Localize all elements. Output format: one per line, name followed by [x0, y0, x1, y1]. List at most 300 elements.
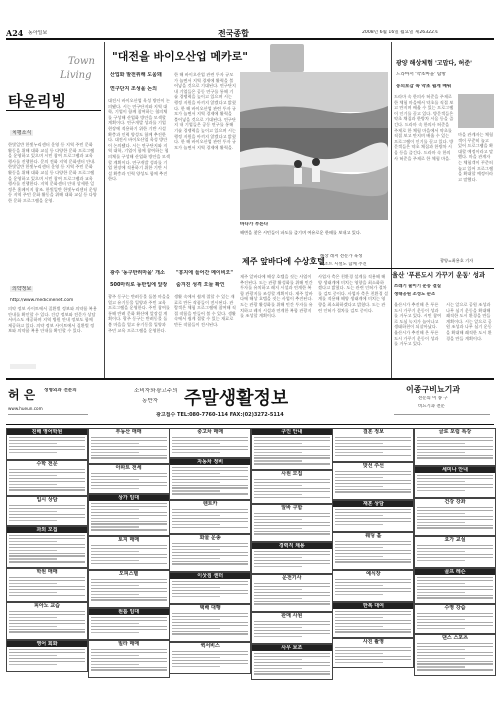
classified-ad-text-line	[254, 560, 330, 561]
classified-ad-text-line	[254, 601, 330, 602]
classified-ad-text-line	[9, 623, 85, 624]
classified-ad-text-line	[254, 491, 330, 492]
classified-ad-text-line	[9, 580, 85, 581]
date-line: 2008년 6월 16일 월요일 제26322호	[362, 30, 439, 35]
col1-sub-b: 연구단지 조성을 논의	[110, 86, 157, 92]
classified-ad-text-line	[172, 616, 248, 617]
classified-ad	[414, 604, 496, 634]
classified-ad-title: 글로 포럼 특강	[438, 429, 472, 435]
classified-ad-text-line	[91, 599, 167, 600]
jeju-deck-b: 리조트 시설도 함께 추진	[320, 262, 367, 267]
section-title: 전국종합	[218, 29, 249, 38]
classified-ad-text-line	[417, 487, 493, 488]
jeju-body-a: 제주 앞바다에 해상 호텔을 짓는 사업이 추진된다. 도는 관광 활성화를 위해 민간 투자를 유치하고 레저 시설과 연계한 복합 관광지를 조성할 계획이다. 제주 앞바다에 해상 호텔을 짓는 사업이 추진된다. 도는 관광 활성화를 위해 민간 투자를 유치하고 레저 시설과 연계한 복합 관광지를 조성할 계획이다.	[240, 274, 313, 319]
classified-ad-text-line	[172, 518, 248, 519]
right-photo	[458, 94, 494, 128]
classified-ad-text-line	[172, 515, 220, 516]
classified-ad-text-line	[91, 440, 167, 441]
classified-ad	[414, 428, 496, 466]
classified-ad-text-line	[9, 649, 85, 650]
classified-ad-text-line	[91, 545, 167, 546]
classified-ad-text-line	[91, 523, 167, 524]
classified-ad-text-line	[254, 446, 330, 447]
classified-ad-title: 빌라 매매	[118, 641, 140, 647]
classified-ad-text-line	[417, 527, 493, 528]
classified-ad-title: 수학 전문	[36, 461, 58, 467]
classified-ad	[169, 572, 251, 604]
town-living-rule	[6, 110, 101, 111]
classified-ad-text-line	[417, 622, 493, 623]
classified-ad-title: 오피스텔	[118, 571, 139, 577]
classified-ad-text-line	[9, 544, 85, 545]
classified-ad-title: 수영 강습	[444, 605, 466, 611]
classified-ad-text-line	[172, 660, 248, 661]
classified-ad-text-line	[172, 631, 248, 632]
classified-ad-text-line	[417, 484, 493, 485]
paper-name: 동아일보	[28, 30, 48, 36]
ulsan-deck-a: 쓰레기 줄이기 운동 결실	[394, 284, 442, 289]
classified-ad-text-line	[254, 437, 330, 438]
classified-ad-text-line	[9, 478, 85, 479]
ulsan-body-b: 시는 앞으로 공원 조성과 나무 심기 운동을 확대해 쾌적한 도시 환경을 만들 계획이다. 시는 앞으로 공원 조성과 나무 심기 운동을 확대해 쾌적한 도시 환경을 만들 계획이다.	[446, 302, 492, 341]
classified-ad-text-line	[254, 440, 330, 441]
col2-body-b: 생활 속에서 쉽게 접할 수 있는 재료로 만든 작품들이 전시된다. 관람객은 체험 프로그램에 참여해 직접 작품을 만들어 볼 수 있다. 생활 속에서 쉽게 접할 수 있는 재료로 만든 작품들이 전시된다.	[174, 294, 236, 327]
classified-ad-text-line	[254, 566, 302, 567]
classified-ad-text-line	[91, 506, 167, 507]
classified-ad-text-line	[9, 511, 57, 512]
classified-ad-text-line	[9, 514, 85, 515]
town-body-2: 의약 정보 사이트에서 질환별 정보와 의약품 복용 안내를 확인할 수 있다. 건강 정보와 전문가 상담 서비스도 제공하며 지역 병원 안내 정보도 함께 제공하고 있다. 의약 정보 사이트에서 질환별 정보와 의약품 복용 안내를 확인할 수 있다.	[8, 306, 97, 334]
town-body-1: 한빛일반 한빛누리센터 운영 등 지역 주민 문화 활동을 위해 대화 교실 등 다양한 문화 프로그램을 운영하고 있으며 시민 참여 프로그램과 교육 행사를 진행한다. 문의 전화 지역 문화센터 안내. 한빛일반 한빛누리센터 운영 등 지역 주민 문화 활동을 위해 대화 교실 등 다양한 문화 프로그램을 운영하고 있으며 시민 참여 프로그램과 교육 행사를 진행한다. 지역 문화센터 안내 상세한 일정은 홈페이지 참조. 한빛일반 한빛누리센터 운영 등 지역 주민 문화 활동을 위해 대화 교실 등 다양한 문화 프로그램을 운영.	[8, 142, 97, 203]
classified-ad	[332, 428, 414, 462]
classified-ad	[88, 640, 170, 678]
classified-ad-text-line	[172, 449, 248, 450]
classified-ad	[414, 498, 496, 536]
classified-ad-title: 이삿짐 센터	[170, 573, 250, 579]
classified-ad-text-line	[417, 583, 465, 584]
classified-ad-text-line	[254, 621, 330, 622]
classified-ad-text-line	[254, 463, 330, 464]
classified-ad-text-line	[254, 595, 330, 596]
classified-ad-text-line	[335, 614, 411, 615]
classified-ad-text-line	[417, 616, 493, 617]
classified-ad-text-line	[9, 440, 85, 441]
ulsan-deck-b: 생태공원 조성도 순조	[394, 292, 436, 297]
classified-ad-text-line	[91, 667, 167, 668]
classified-ad-text-line	[91, 626, 167, 627]
classified-ad-text-line	[335, 591, 411, 592]
classified-ad-text-line	[254, 636, 302, 637]
classified-ad-title: 결혼 정보	[362, 429, 384, 435]
classified-ad	[88, 494, 170, 536]
classified-ad-text-line	[91, 457, 167, 458]
classified-ad-title: 과외 모집	[7, 527, 87, 533]
classified-ad-title: 댄스 스포츠	[442, 635, 468, 641]
classified-ad-text-line	[9, 437, 85, 438]
classified-ad-title: 영어 회화	[7, 641, 87, 647]
classified-ad-title: 건강 강좌	[444, 499, 466, 505]
classified-ad-text-line	[417, 519, 493, 520]
classified-ad-text-line	[417, 643, 493, 644]
classified-ad-text-line	[91, 585, 139, 586]
classified-ad-text-line	[9, 614, 85, 615]
right-deck: 동의보감 속 약초 쉽게 배워	[396, 84, 452, 89]
classified-ad-text-line	[9, 617, 57, 618]
classified-ad-text-line	[91, 476, 167, 477]
classified-ad-text-line	[91, 488, 139, 489]
classified-ad-text-line	[254, 479, 330, 480]
classified-ad	[251, 504, 333, 542]
classified-ad-text-line	[9, 550, 57, 551]
classified-ad	[332, 462, 414, 500]
ad-left-title: 허 은	[8, 388, 36, 402]
classified-ad-text-line	[417, 507, 493, 508]
classified-ad-text-line	[254, 659, 302, 660]
classified-ad-text-line	[335, 480, 411, 481]
classified-ad-text-line	[172, 543, 248, 544]
classified-ad-title: 학원 매매	[36, 569, 58, 575]
classified-ad	[169, 604, 251, 642]
classified-ad-text-line	[172, 633, 248, 634]
classified-ad-text-line	[335, 653, 383, 654]
classified-ad-text-line	[91, 664, 139, 665]
classified-ad-text-line	[417, 452, 465, 453]
classified-ad-text-line	[254, 627, 302, 628]
classified-ad-text-line	[417, 554, 493, 555]
beach-photo	[240, 72, 388, 220]
classified-ad-text-line	[417, 478, 493, 479]
classified-ad-text-line	[9, 558, 57, 559]
classified-ad-text-line	[417, 663, 493, 664]
classified-ad-text-line	[91, 512, 167, 513]
classified-ad-text-line	[9, 505, 85, 506]
classified-ad-text-line	[335, 594, 383, 595]
classified-ad-text-line	[254, 633, 330, 634]
classified-ad-text-line	[91, 597, 167, 598]
col1-sub-d: 500마리로 동반입에 앞장	[110, 282, 168, 288]
classified-ad-text-line	[335, 559, 411, 560]
classified-ad-text-line	[91, 617, 167, 618]
classified-ad-text-line	[335, 486, 383, 487]
classified-ad-text-line	[335, 547, 383, 548]
jeju-headline: 제주 앞바다에 수상호텔	[242, 257, 325, 266]
classified-ad-text-line	[417, 619, 465, 620]
classified-ad-text-line	[335, 437, 411, 438]
classified-ad-text-line	[254, 482, 330, 483]
ad-center-small-b: 광고주의	[156, 388, 178, 394]
classified-ad-text-line	[417, 513, 465, 514]
classified-ad	[169, 500, 251, 534]
classified-ad-title: 택배 대행	[199, 605, 221, 611]
classified-ad-text-line	[417, 522, 465, 523]
ad-left-line	[8, 414, 88, 415]
classified-ad-text-line	[335, 489, 411, 490]
ad-top-rule	[6, 378, 494, 380]
classified-ad-text-line	[417, 628, 465, 629]
classified-ad-text-line	[254, 460, 302, 461]
classified-ad-text-line	[335, 452, 383, 453]
classified-ad-text-line	[417, 577, 493, 578]
classified-ad	[6, 640, 88, 672]
classified-ad-title: 재혼 상담	[333, 501, 413, 507]
classified-ad-text-line	[9, 541, 57, 542]
classified-ad-text-line	[254, 630, 330, 631]
classified-ad-title: 구인 안내	[252, 429, 332, 435]
living-label: Living	[60, 70, 92, 81]
classified-ad-text-line	[254, 485, 302, 486]
classified-ad-title: 상가 임대	[89, 495, 169, 501]
classified-ad-text-line	[417, 589, 493, 590]
classified-ad-text-line	[335, 524, 383, 525]
classified-ad-text-line	[172, 527, 248, 528]
classified-ad	[251, 428, 333, 470]
classified-ad-text-line	[335, 483, 411, 484]
right-body-b: 마을 관계자는 체험객이 꾸준히 늘고 있어 프로그램을 확대할 예정이라고 말했다. 마을 관계자는 체험객이 꾸준히 늘고 있어 프로그램을 확대할 예정이라고 말했다.	[458, 132, 494, 182]
classified-ad	[332, 638, 414, 668]
classified-ad-text-line	[335, 521, 411, 522]
classified-ad	[251, 574, 333, 612]
classified-ad-text-line	[417, 595, 493, 596]
classified-ad-text-line	[335, 561, 411, 562]
classified-ad-title: 요가 교실	[444, 537, 466, 543]
classified-ad-text-line	[417, 475, 493, 476]
col1-body-a: 대전시 바이오산업 육성 방안이 논의됐다. 시는 연구단지와 지역 대학, 기업이 함께 참여하는 협의체를 구성해 산업화 방안을 모색할 계획이다. 연구개발 성과를 기업 현장에 적용하기 위한 기반 시설 확충과 인력 양성도 함께 추진한다. 대전시 바이오산업 육성 방안이 논의됐다. 시는 연구단지와 지역 대학, 기업이 함께 참여하는 협의체를 구성해 산업화 방안을 모색할 계획이다. 연구개발 성과를 기업 현장에 적용하기 위한 기반 시설 확충과 인력 양성도 함께 추진한다.	[108, 98, 170, 182]
classified-ad-text-line	[335, 620, 411, 621]
classified-ad-title: 한복 대여	[333, 603, 413, 609]
classified-ad-text-line	[172, 584, 248, 585]
classified-ad-text-line	[254, 598, 302, 599]
classified-ad-text-line	[417, 669, 493, 670]
classified-ad-text-line	[91, 521, 167, 522]
classified-ad-text-line	[254, 624, 330, 625]
classified-ad-text-line	[172, 479, 248, 480]
classified-ad-text-line	[91, 594, 139, 595]
classified-ad	[6, 428, 88, 460]
classified-ad-text-line	[91, 560, 139, 561]
ulsan-rule	[318, 268, 494, 269]
classified-ad-text-line	[91, 529, 167, 530]
classified-ad-text-line	[9, 658, 85, 659]
classified-ad-text-line	[254, 494, 302, 495]
classified-ad-text-line	[417, 625, 493, 626]
classified-ad-text-line	[91, 632, 139, 633]
classified-ad	[88, 570, 170, 608]
classified-ad-text-line	[91, 554, 167, 555]
classified-ad-text-line	[9, 517, 85, 518]
classified-ad-text-line	[91, 473, 167, 474]
ad-center-small-a: 소비자와	[134, 388, 156, 394]
classified-ad	[6, 526, 88, 568]
beach-photo-image	[240, 72, 388, 220]
classified-ad-text-line	[9, 586, 85, 587]
classified-ad-text-line	[417, 557, 493, 558]
classified-ad	[332, 570, 414, 602]
classified-ad-text-line	[254, 522, 330, 523]
classified-ad-text-line	[254, 519, 302, 520]
classified-ad-text-line	[417, 510, 493, 511]
column-divider-1	[104, 42, 105, 378]
classified-ad-text-line	[417, 440, 493, 441]
classified-ad-text-line	[172, 593, 248, 594]
classified-ad-text-line	[9, 535, 85, 536]
classified-ad-text-line	[335, 662, 383, 663]
classified-ad-text-line	[417, 551, 465, 552]
classified-ad-text-line	[9, 555, 85, 556]
classified-ad-text-line	[417, 580, 493, 581]
ad-right-title: 이종구비뇨기과	[406, 385, 461, 394]
classified-ad-text-line	[172, 663, 248, 664]
classified-ad-text-line	[254, 525, 330, 526]
classified-ad	[169, 534, 251, 572]
classified-ad	[414, 634, 496, 676]
classified-ad	[88, 536, 170, 570]
classified-ad-title: 경력직 채용	[252, 543, 332, 549]
classified-ad-text-line	[172, 558, 220, 559]
classified-ad-text-line	[91, 629, 167, 630]
ad-right-box	[390, 382, 494, 422]
classified-ad-text-line	[91, 655, 139, 656]
classified-ad-text-line	[335, 659, 411, 660]
ad-banner	[6, 382, 494, 422]
classified-ad-text-line	[335, 455, 411, 456]
classified-ad-text-line	[91, 479, 139, 480]
ad-left-sub: 성형외과 전문의	[44, 388, 77, 393]
right-body-a: 드라마 속 한의사 허준을 주제로 한 체험 마을에서 약초를 직접 보고 만지며 배울 수 있는 프로그램이 인기를 끌고 있다. 방문객들은 약초 채집과 한방차 시음 등을 즐긴다. 드라마 속 한의사 허준을 주제로 한 체험 마을에서 약초를 직접 보고 만지며 배울 수 있는 프로그램이 인기를 끌고 있다. 방문객들은 약초 채집과 한방차 시음 등을 즐긴다. 드라마 속 한의사 허준을 주제로 한 체험 마을.	[394, 94, 454, 161]
classified-ad-text-line	[335, 579, 411, 580]
jeju-deck-a: 해상 레저 전문가 육성	[320, 254, 363, 259]
classified-ad-text-line	[91, 652, 167, 653]
classified-ad	[414, 568, 496, 604]
classified-ad-text-line	[335, 656, 411, 657]
col2-sub-b: 숨겨진 성격 오늘 확인	[176, 282, 225, 288]
classified-ad-text-line	[9, 629, 85, 630]
classified-ad-text-line	[417, 649, 465, 650]
classified-ad-text-line	[9, 626, 57, 627]
classified-ad	[332, 500, 414, 532]
classified-ad-text-line	[335, 629, 411, 630]
column-quote-headline: "대전을 바이오산업 메카로"	[112, 50, 249, 63]
classified-ad-text-line	[9, 484, 57, 485]
classified-ad-text-line	[9, 446, 85, 447]
classified-ad-title: 세미나 안내	[415, 467, 495, 473]
classified-ad-text-line	[9, 589, 85, 590]
classified-ad-text-line	[254, 671, 330, 672]
classified-ad-text-line	[9, 481, 85, 482]
classified-ad-text-line	[172, 493, 248, 494]
classified-ad-text-line	[91, 452, 139, 453]
classified-ad-text-line	[335, 509, 411, 510]
classified-ad-text-line	[172, 657, 220, 658]
classified-ad-text-line	[335, 512, 411, 513]
classified-ad-text-line	[91, 563, 167, 564]
classified-ad-title: 토지 매매	[118, 537, 140, 543]
classified-ad-text-line	[91, 509, 139, 510]
col2-body-a: 한 해 바이오산업 관련 투자 규모가 늘면서 지역 경제에 활력을 불어넣을 것으로 기대된다. 연구단지 내 기업들은 공동 연구를 통해 기술 경쟁력을 높이고 있으며 시는 행정 지원을 아끼지 않겠다고 밝혔다. 한 해 바이오산업 관련 투자 규모가 늘면서 지역 경제에 활력을 불어넣을 것으로 기대된다. 연구단지 내 기업들은 공동 연구를 통해 기술 경쟁력을 높이고 있으며 시는 행정 지원을 아끼지 않겠다고 밝혔다. 한 해 바이오산업 관련 투자 규모가 늘면서 지역 경제에 활력을.	[174, 72, 236, 150]
column-divider-2	[391, 42, 392, 378]
classified-ad-text-line	[335, 623, 411, 624]
classified-ad-text-line	[9, 547, 85, 548]
ad-right-sub: 전문의 이 종 구	[418, 396, 448, 401]
classified-ad-text-line	[91, 526, 139, 527]
classified-ad-title: 원룸 임대	[89, 609, 169, 615]
classified-ad-text-line	[417, 548, 493, 549]
classified-ad-text-line	[254, 443, 302, 444]
classified-ad-text-line	[91, 591, 167, 592]
classified-ad-text-line	[335, 582, 411, 583]
classified-ad-text-line	[335, 446, 411, 447]
classified-ad-text-line	[9, 553, 85, 554]
classified-ad-text-line	[335, 631, 411, 632]
classified-ad-title: 입시 상담	[36, 497, 58, 503]
classified-ad	[6, 568, 88, 602]
classified-ad-text-line	[91, 582, 167, 583]
classified-ad-text-line	[254, 673, 330, 674]
classified-ad	[251, 612, 333, 644]
classified-ad-text-line	[335, 626, 383, 627]
classified-ad-text-line	[254, 516, 330, 517]
masthead	[0, 0, 500, 38]
classified-ad-text-line	[172, 596, 220, 597]
classified-ad	[251, 470, 333, 504]
town-sub-heading-1: 치평소식	[12, 130, 32, 136]
classified-ad-text-line	[335, 440, 411, 441]
classified-ad-text-line	[254, 449, 330, 450]
ad-center-title: 주말생활정보	[184, 388, 289, 409]
classified-ad-text-line	[417, 457, 493, 458]
classified-ad-text-line	[254, 592, 330, 593]
classified-ad-text-line	[91, 443, 139, 444]
classified-ad-text-line	[335, 474, 411, 475]
classified-ad-text-line	[335, 491, 411, 492]
classified-ad-text-line	[335, 471, 411, 472]
classified-ad	[332, 532, 414, 570]
right-kicker: 드라마서 '약초마을' 탐방	[396, 72, 446, 77]
classified-grid	[6, 428, 494, 700]
classified-ad-text-line	[335, 477, 383, 478]
classified-ad-text-line	[335, 617, 383, 618]
classified-ad-text-line	[417, 443, 465, 444]
classified-ad-text-line	[172, 473, 220, 474]
classified-ad-text-line	[254, 668, 302, 669]
classified-ad-text-line	[417, 655, 493, 656]
classified-ad-text-line	[172, 467, 248, 468]
classified-ad-text-line	[172, 654, 248, 655]
classified-ad-text-line	[335, 588, 411, 589]
town-sub-heading-3	[10, 364, 36, 369]
classified-ad-text-line	[254, 455, 330, 456]
classified-ad	[251, 542, 333, 574]
classified-ad-text-line	[172, 651, 248, 652]
classified-ad-text-line	[172, 666, 220, 667]
classified-ad-text-line	[417, 545, 493, 546]
classified-ad	[88, 608, 170, 640]
classified-ad-text-line	[172, 619, 220, 620]
classified-ad-text-line	[9, 595, 85, 596]
classified-ad-title: 자동차 정비	[170, 459, 250, 465]
classified-ad	[169, 428, 251, 458]
classified-ad	[6, 496, 88, 526]
classified-ad-text-line	[91, 482, 167, 483]
classified-ad-text-line	[91, 518, 139, 519]
classified-ad-text-line	[9, 631, 85, 632]
classified-ad-text-line	[417, 661, 493, 662]
col1-sub-a: 산업화 발전위해 도움돼	[110, 72, 162, 78]
town-label: Town	[68, 56, 95, 67]
col1-body-b: 광주 동구는 반려동물 돌봄 마을을 열고 유기동물 입양과 주민 교육 프로그램을 운영한다. 주민 참여를 통해 반려 문화 확산에 앞장설 계획이다. 광주 동구는 반려동물 돌봄 마을을 열고 유기동물 입양과 주민 교육 프로그램을 운영한다.	[108, 294, 170, 333]
photo-caption: 바다가 부른다	[240, 222, 269, 227]
classified-ad-text-line	[254, 488, 330, 489]
ad-phone-line: 광고접수 TEL:080-7760-114 FAX:(02)3272-5114	[156, 412, 284, 418]
